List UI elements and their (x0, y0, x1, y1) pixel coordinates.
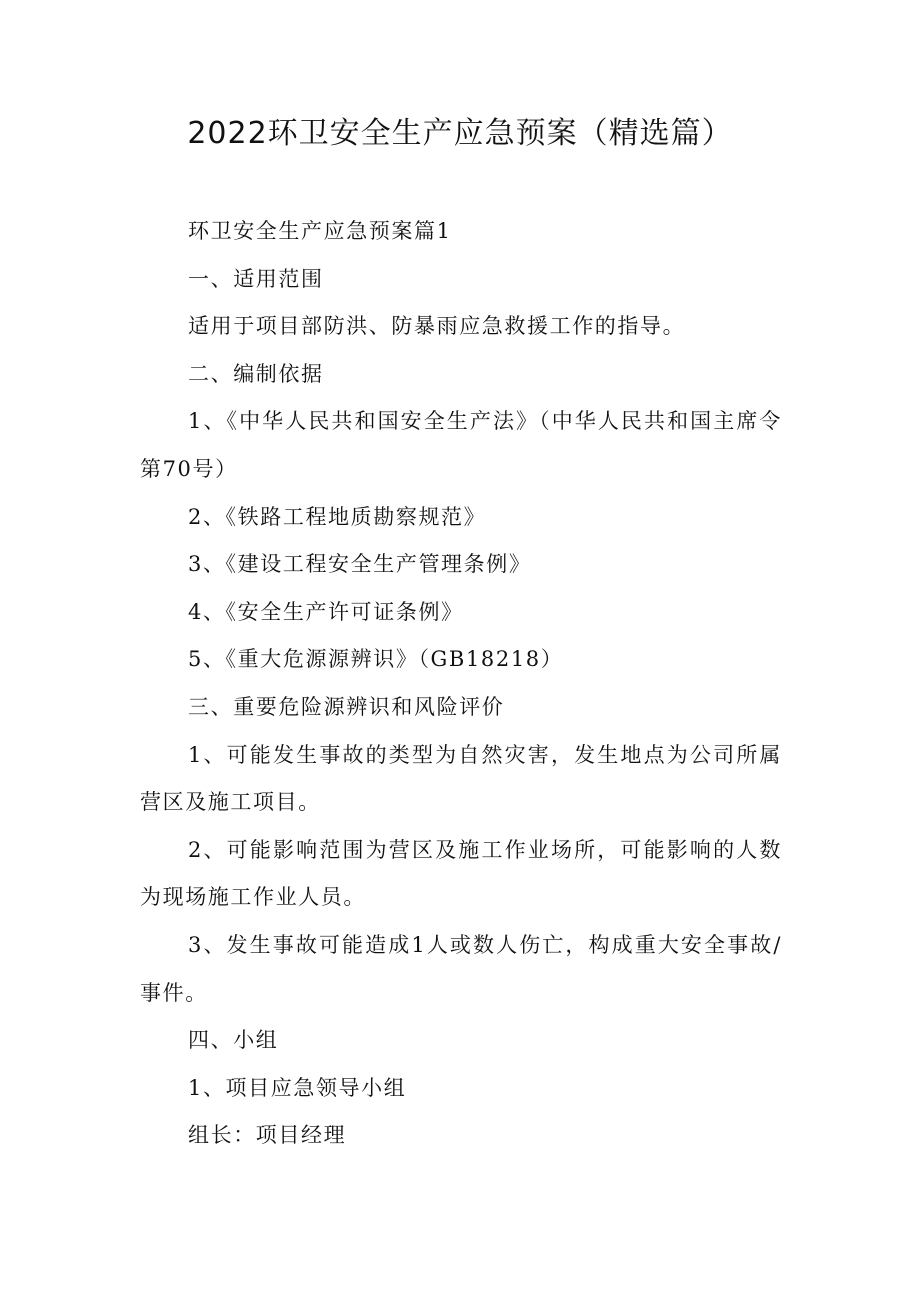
document-title: 2022环卫安全生产应急预案（精选篇） (187, 116, 733, 151)
list-item: 1、可能发生事故的类型为自然灾害，发生地点为公司所属营区及施工项目。 (140, 742, 782, 815)
paragraph: 组长：项目经理 (188, 1123, 347, 1148)
subsection-heading: 三、重要危险源辨识和风险评价 (188, 694, 505, 719)
paragraph: 适用于项目部防洪、防暴雨应急救援工作的指导。 (188, 314, 686, 339)
list-item: 1、项目应急领导小组 (188, 1075, 407, 1100)
list-item: 2、《铁路工程地质勘察规范》 (188, 504, 487, 529)
section-heading: 环卫安全生产应急预案篇1 (188, 219, 452, 243)
list-item: 2、可能影响范围为营区及施工作业场所，可能影响的人数为现场施工作业人员。 (140, 837, 782, 910)
list-item: 3、《建设工程安全生产管理条例》 (188, 552, 532, 577)
list-item: 5、《重大危源源辨识》（GB18218） (188, 647, 564, 672)
subsection-heading: 四、小组 (188, 1028, 279, 1053)
list-item: 4、《安全生产许可证条例》 (188, 599, 464, 624)
subsection-heading: 一、适用范围 (188, 266, 324, 291)
list-item: 1、《中华人民共和国安全生产法》（中华人民共和国主席令第70号） (140, 409, 782, 481)
list-item: 3、发生事故可能造成1人或数人伤亡，构成重大安全事故/事件。 (140, 932, 782, 1005)
subsection-heading: 二、编制依据 (188, 361, 324, 386)
document-body (140, 208, 782, 1160)
